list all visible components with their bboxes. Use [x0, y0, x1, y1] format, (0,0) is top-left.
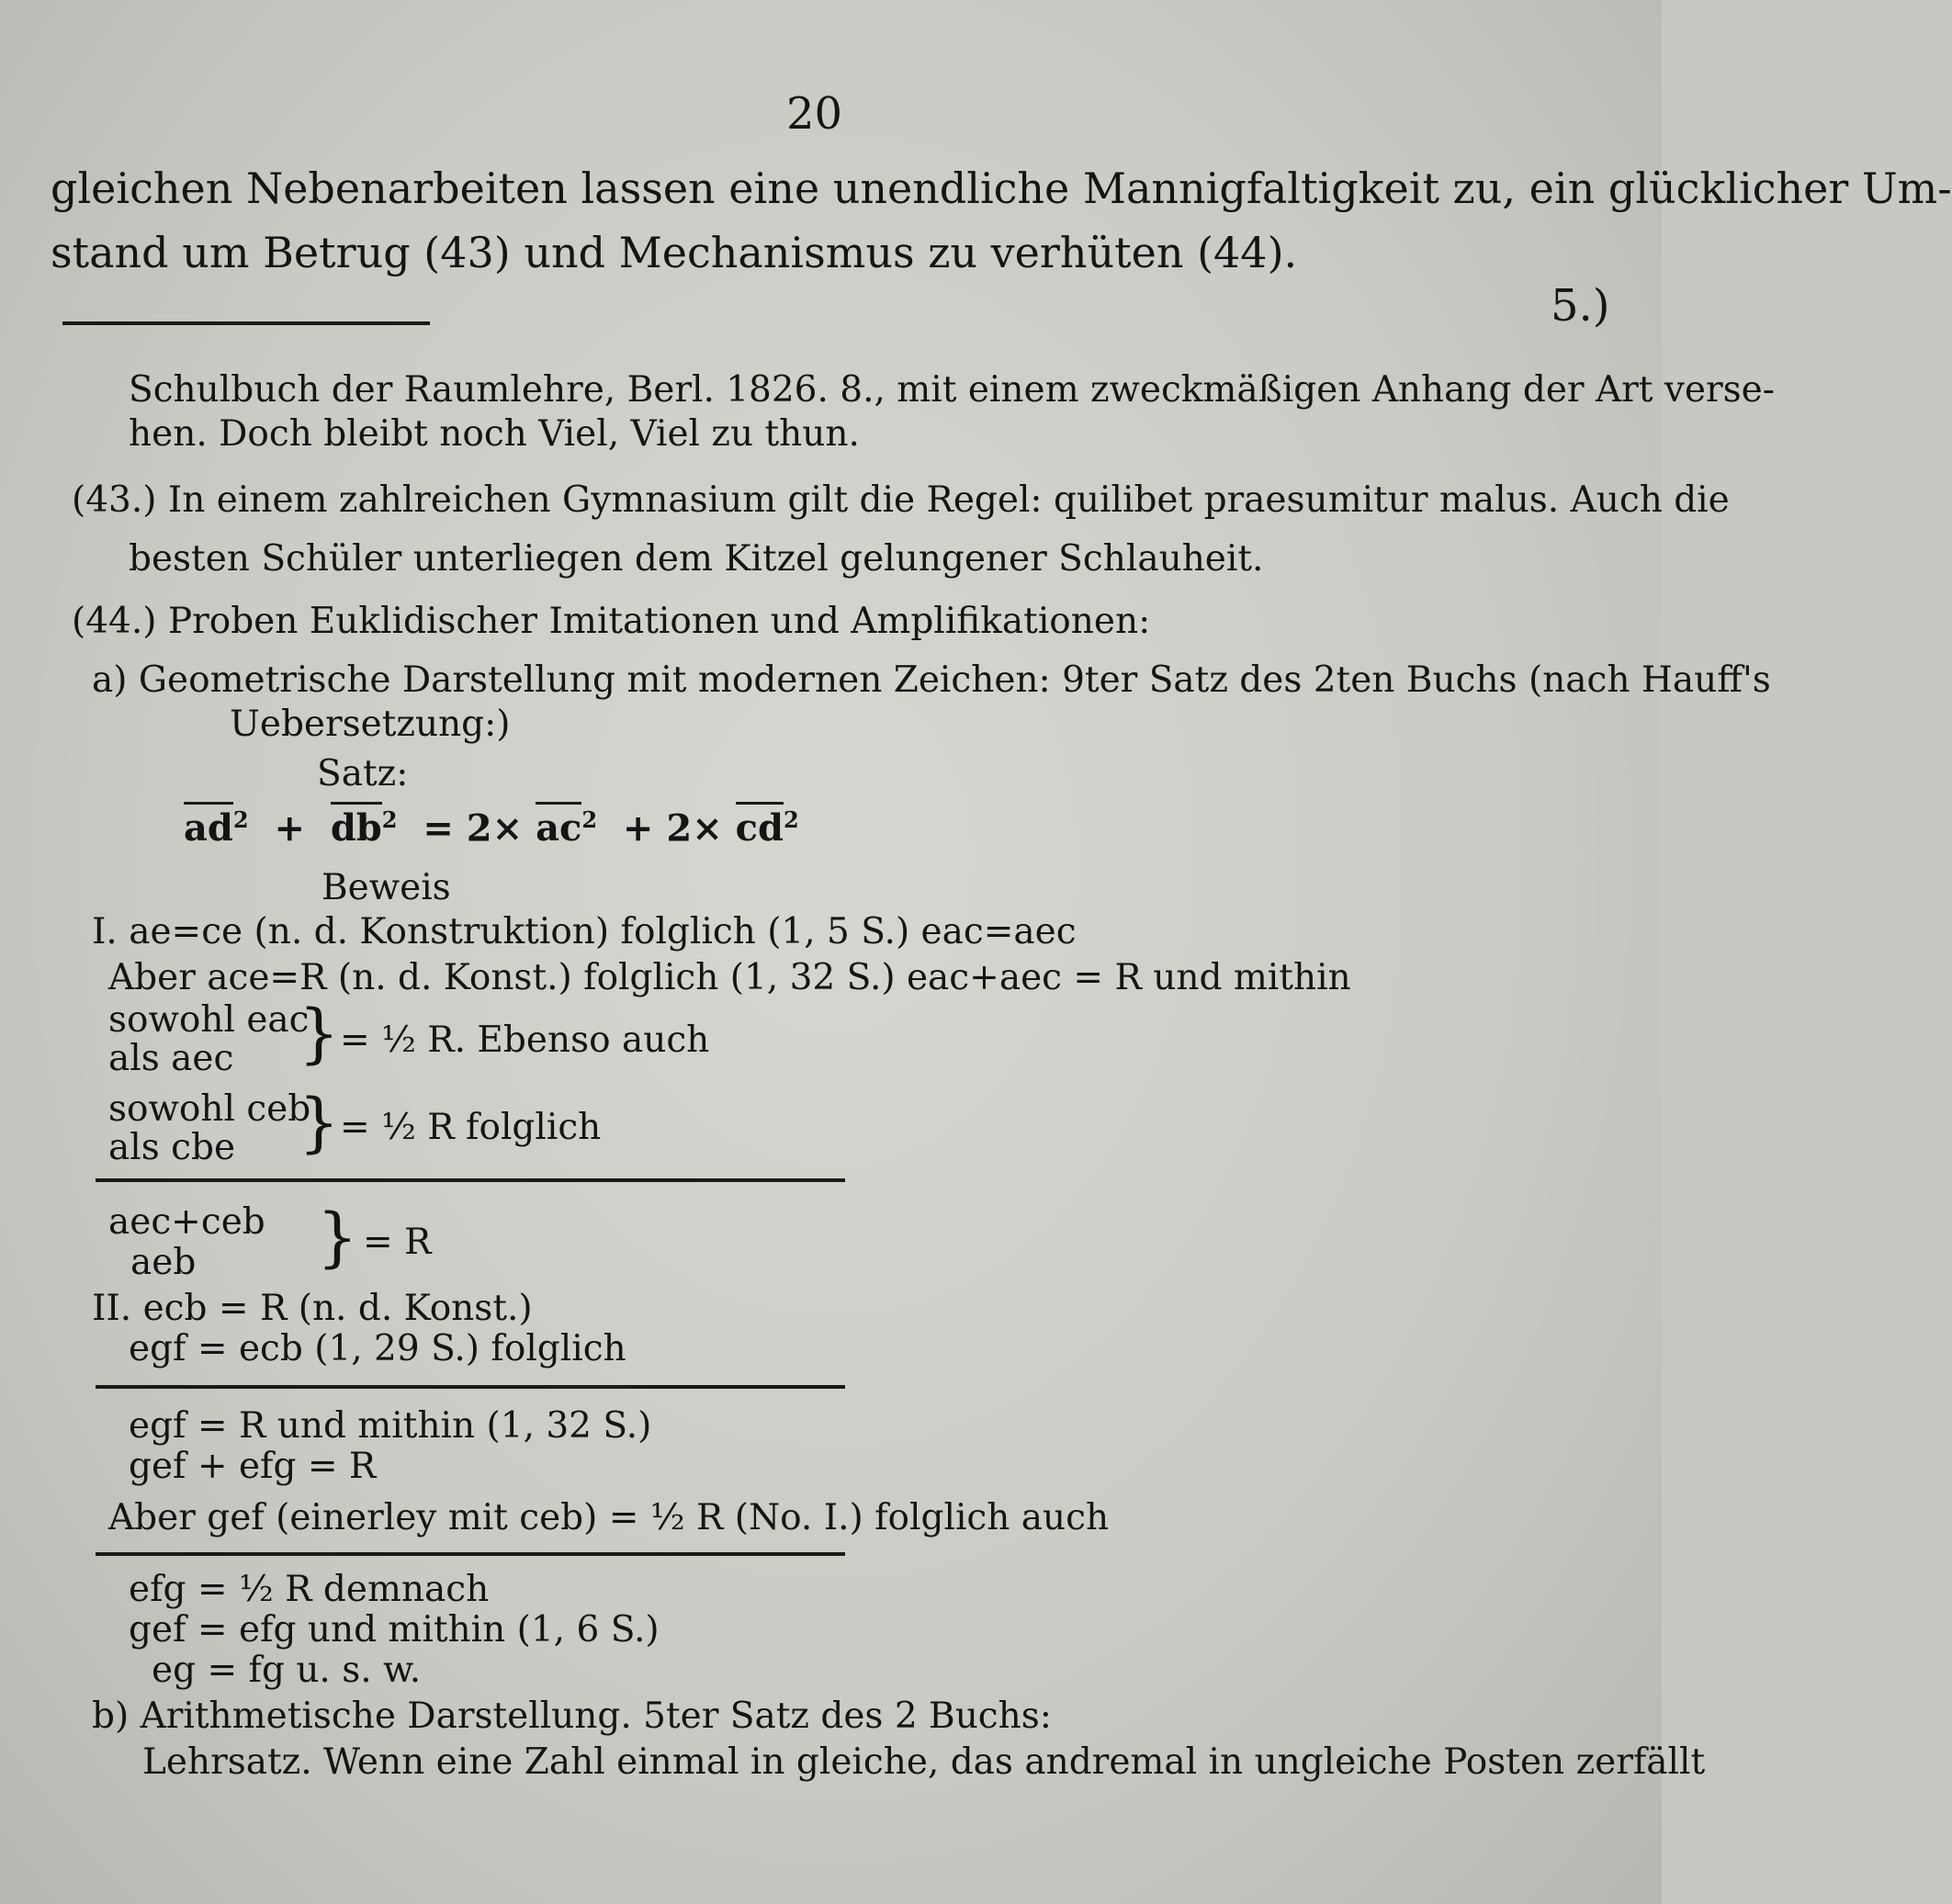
exp-2: 2: [381, 806, 398, 833]
note-marker: 5.): [1551, 280, 1610, 332]
proof-line-4-result: = ½ R folglich: [340, 1107, 602, 1148]
proof-line-6: II. ecb = R (n. d. Konst.): [92, 1288, 533, 1329]
proof-line-9: gef + efg = R: [129, 1446, 377, 1487]
term-db: db: [331, 802, 382, 850]
proof-line-5a: aec+ceb: [108, 1201, 265, 1243]
coef-1: 2×: [466, 806, 524, 851]
footnote-separator: [62, 321, 430, 325]
proof-line-4b: als cbe: [108, 1127, 236, 1168]
intro-line-2: stand um Betrug (43) und Mechanismus zu verhüten (44).: [51, 228, 1298, 277]
footnote-43-line-1: (43.) In einem zahlreichen Gymnasium gilt die Regel: quilibet praesumitur malus. Auch die: [72, 479, 1730, 521]
footnote-prev-line-2: hen. Doch bleibt noch Viel, Viel zu thun.: [129, 413, 860, 455]
section-a-line-2: Uebersetzung:): [230, 704, 511, 745]
exp-1: 2: [232, 806, 249, 833]
term-ac: ac: [536, 802, 581, 850]
footnote-44-heading: (44.) Proben Euklidischer Imitationen und Amplifikationen:: [72, 601, 1151, 642]
proof-line-1: I. ae=ce (n. d. Konstruktion) folglich (1, 5 S.) eac=aec: [92, 911, 1077, 952]
proof-line-12: gef = efg und mithin (1, 6 S.): [129, 1609, 660, 1651]
proof-line-8: egf = R und mithin (1, 32 S.): [129, 1405, 652, 1447]
equals-sign: =: [423, 806, 454, 851]
plus-2: +: [622, 806, 654, 851]
beweis-label: Beweis: [322, 867, 451, 908]
proof-line-5b: aeb: [130, 1242, 197, 1283]
lehrsatz-line: Lehrsatz. Wenn eine Zahl einmal in gleiche, das andremal in ungleiche Posten zerfällt: [142, 1741, 1706, 1783]
exp-3: 2: [581, 806, 598, 833]
plus-1: +: [274, 806, 305, 851]
brace-2: }: [299, 1085, 340, 1160]
proof-line-7: egf = ecb (1, 29 S.) folglich: [129, 1328, 626, 1369]
footnote-43-line-2: besten Schüler unterliegen dem Kitzel gelungener Schlauheit.: [129, 538, 1264, 580]
proof-divider-3: [96, 1552, 845, 1556]
proof-line-3-result: = ½ R. Ebenso auch: [340, 1020, 710, 1061]
proof-divider-2: [96, 1385, 845, 1389]
proof-line-11: efg = ½ R demnach: [129, 1569, 490, 1610]
proof-line-13: eg = fg u. s. w.: [152, 1650, 422, 1691]
proof-line-4a: sowohl ceb: [108, 1088, 311, 1130]
satz-label: Satz:: [317, 753, 409, 794]
exp-4: 2: [784, 806, 799, 833]
footnote-prev-line-1: Schulbuch der Raumlehre, Berl. 1826. 8., mit einem zweckmäßigen Anhang der Art verse-: [129, 369, 1775, 411]
proof-line-2: Aber ace=R (n. d. Konst.) folglich (1, 32 S.) eac+aec = R und mithin: [108, 957, 1351, 998]
proof-line-3b: als aec: [108, 1038, 234, 1079]
term-cd: cd: [736, 802, 784, 850]
proof-line-3a: sowohl eac: [108, 999, 310, 1041]
proof-line-5-result: = R: [363, 1222, 432, 1263]
page-number: 20: [786, 88, 843, 140]
intro-line-1: gleichen Nebenarbeiten lassen eine unendliche Mannigfaltigkeit zu, ein glücklicher Um-: [51, 163, 1952, 213]
proof-divider-1: [96, 1178, 845, 1182]
section-a-line-1: a) Geometrische Darstellung mit modernen Zeichen: 9ter Satz des 2ten Buchs (nach Hauff's: [92, 659, 1771, 701]
brace-3: }: [317, 1200, 358, 1275]
term-ad: ad: [184, 802, 233, 850]
coef-2: 2×: [666, 806, 723, 851]
theorem-formula: [184, 806, 799, 850]
section-b-line: b) Arithmetische Darstellung. 5ter Satz des 2 Buchs:: [92, 1696, 1052, 1737]
brace-1: }: [299, 996, 340, 1071]
proof-line-10: Aber gef (einerley mit ceb) = ½ R (No. I.) folglich auch: [108, 1497, 1110, 1538]
